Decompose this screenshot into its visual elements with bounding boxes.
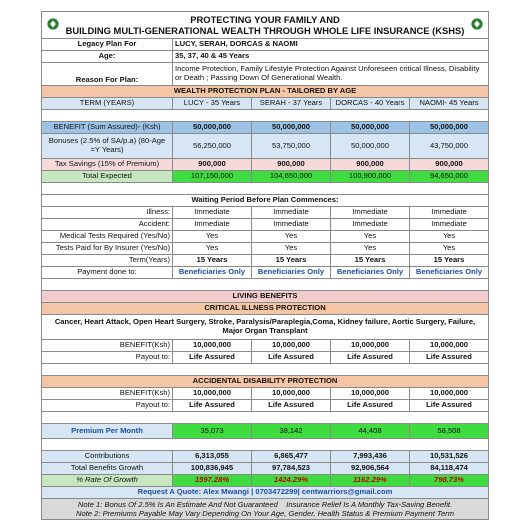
waiting-value: 15 Years bbox=[173, 255, 252, 267]
critical-benefit-value: 10,000,000 bbox=[410, 340, 489, 352]
benefit-value: 50,000,000 bbox=[173, 122, 252, 134]
tax-value: 900,000 bbox=[331, 159, 410, 171]
bonus-value: 43,750,000 bbox=[410, 134, 489, 159]
accident-title-row bbox=[42, 376, 489, 388]
notes-row bbox=[42, 499, 489, 520]
reason-row bbox=[42, 63, 489, 86]
waiting-value: Immediate bbox=[331, 207, 410, 219]
payment-value: Beneficiaries Only bbox=[410, 267, 489, 279]
waiting-value: Yes bbox=[173, 243, 252, 255]
accident-payout-value: Life Assured bbox=[252, 400, 331, 412]
critical-benefit-row bbox=[42, 340, 489, 352]
waiting-value: Immediate bbox=[173, 207, 252, 219]
spacer bbox=[42, 279, 489, 291]
waiting-title-row bbox=[42, 195, 489, 207]
premium-label: Premium Per Month bbox=[42, 424, 173, 439]
living-title-row bbox=[42, 291, 489, 303]
plan-table bbox=[41, 11, 489, 520]
accident-benefit-value: 10,000,000 bbox=[331, 388, 410, 400]
spacer bbox=[42, 364, 489, 376]
waiting-value: 15 Years bbox=[331, 255, 410, 267]
total-growth-value: 100,836,945 bbox=[173, 463, 252, 475]
column-dorcas: DORCAS - 40 Years bbox=[331, 98, 410, 110]
contributions-row bbox=[42, 451, 489, 463]
total-expected-value: 107,150,000 bbox=[173, 171, 252, 183]
critical-payout-value: Life Assured bbox=[252, 352, 331, 364]
term-row bbox=[42, 98, 489, 110]
notes-cell bbox=[42, 499, 489, 520]
total-growth-value: 92,906,564 bbox=[331, 463, 410, 475]
premium-value: 58,508 bbox=[410, 424, 489, 439]
spacer bbox=[42, 183, 489, 195]
waiting-value: Immediate bbox=[410, 207, 489, 219]
bonus-label: Bonuses (2.5% of SA/p.a) (80-Age =Y Years) bbox=[42, 134, 173, 159]
reason-value: Income Protection, Family Lifestyle Protection Against Unforeseen critical Illness, Disability or Death ; Passing Down Of Generational Wealth. bbox=[173, 63, 489, 86]
waiting-value: Immediate bbox=[410, 219, 489, 231]
waiting-label: Tests Paid for By Insurer (Yes/No) bbox=[42, 243, 173, 255]
wealth-title: WEALTH PROTECTION PLAN - TAILORED BY AGE bbox=[42, 86, 489, 98]
waiting-value: Immediate bbox=[252, 207, 331, 219]
tax-label: Tax Savings (15% of Premium) bbox=[42, 159, 173, 171]
contributions-value: 7,993,436 bbox=[331, 451, 410, 463]
total-expected-value: 100,900,000 bbox=[331, 171, 410, 183]
total-growth-label: Total Benefits Growth bbox=[42, 463, 173, 475]
tax-value: 900,000 bbox=[410, 159, 489, 171]
waiting-value: 15 Years bbox=[410, 255, 489, 267]
waiting-row bbox=[42, 255, 489, 267]
accident-payout-value: Life Assured bbox=[331, 400, 410, 412]
waiting-value: Yes bbox=[252, 231, 331, 243]
spacer bbox=[42, 110, 489, 122]
payment-value: Beneficiaries Only bbox=[331, 267, 410, 279]
payment-value: Beneficiaries Only bbox=[252, 267, 331, 279]
waiting-row bbox=[42, 243, 489, 255]
growth-rate-value: 1597.28% bbox=[173, 475, 252, 487]
waiting-label: Illness: bbox=[42, 207, 173, 219]
spacer bbox=[42, 412, 489, 424]
premium-value: 44,408 bbox=[331, 424, 410, 439]
bonus-value: 53,750,000 bbox=[252, 134, 331, 159]
header-row bbox=[42, 12, 489, 39]
contributions-value: 10,531,526 bbox=[410, 451, 489, 463]
reason-label: Reason For Plan: bbox=[42, 63, 173, 86]
benefit-value: 50,000,000 bbox=[252, 122, 331, 134]
growth-rate-label: % Rate Of Growth bbox=[42, 475, 173, 487]
accident-benefit-value: 10,000,000 bbox=[173, 388, 252, 400]
waiting-value: Yes bbox=[410, 243, 489, 255]
payment-row bbox=[42, 267, 489, 279]
critical-payout-value: Life Assured bbox=[410, 352, 489, 364]
tax-value: 900,000 bbox=[173, 159, 252, 171]
note-1: Note 1: Bonus Of 2.5% Is An Estimate And Not Guaranteed Insurance Relief Is A Monthly Tax-Saving Benefit. bbox=[77, 499, 453, 509]
growth-rate-row bbox=[42, 475, 489, 487]
age-label: Age: bbox=[42, 51, 173, 63]
total-expected-label: Total Expected bbox=[42, 171, 173, 183]
accident-benefit-row bbox=[42, 388, 489, 400]
waiting-value: Immediate bbox=[331, 219, 410, 231]
premium-row bbox=[42, 424, 489, 439]
waiting-row bbox=[42, 231, 489, 243]
waiting-row bbox=[42, 219, 489, 231]
legacy-label: Legacy Plan For bbox=[42, 39, 173, 51]
illness-list-row bbox=[42, 315, 489, 340]
bonus-value: 50,000,000 bbox=[331, 134, 410, 159]
quote-row bbox=[42, 487, 489, 499]
accident-benefit-value: 10,000,000 bbox=[252, 388, 331, 400]
illness-list: Cancer, Heart Attack, Open Heart Surgery, Stroke, Paralysis/Paraplegia,Coma, Kidney failure, Aortic Surgery, Failure, Major Organ Transplant bbox=[42, 315, 489, 340]
waiting-value: Immediate bbox=[252, 219, 331, 231]
page-title bbox=[42, 12, 489, 39]
critical-payout-value: Life Assured bbox=[331, 352, 410, 364]
critical-benefit-value: 10,000,000 bbox=[173, 340, 252, 352]
premium-value: 38,142 bbox=[252, 424, 331, 439]
tax-value: 900,000 bbox=[252, 159, 331, 171]
waiting-label: Accident: bbox=[42, 219, 173, 231]
benefit-value: 50,000,000 bbox=[331, 122, 410, 134]
benefit-label: BENEFIT (Sum Assured)- (Ksh) bbox=[42, 122, 173, 134]
waiting-row bbox=[42, 207, 489, 219]
title-line-1: PROTECTING YOUR FAMILY AND bbox=[190, 13, 340, 25]
waiting-title: Waiting Period Before Plan Commences: bbox=[42, 195, 489, 207]
growth-rate-value: 1162.29% bbox=[331, 475, 410, 487]
critical-payout-value: Life Assured bbox=[173, 352, 252, 364]
tax-row bbox=[42, 159, 489, 171]
accident-payout-label: Payout to: bbox=[42, 400, 173, 412]
wealth-title-row bbox=[42, 86, 489, 98]
critical-title: CRITICAL ILLNESS PROTECTION bbox=[42, 303, 489, 315]
waiting-value: Yes bbox=[331, 243, 410, 255]
premium-value: 35,073 bbox=[173, 424, 252, 439]
title-line-2: BUILDING MULTI-GENERATIONAL WEALTH THROUGH WHOLE LIFE INSURANCE (KSHS) bbox=[65, 25, 465, 36]
accident-payout-row bbox=[42, 400, 489, 412]
column-lucy: LUCY - 35 Years bbox=[173, 98, 252, 110]
accident-benefit-label: BENEFIT(Ksh) bbox=[42, 388, 173, 400]
quote-contact: Request A Quote: Alex Mwangi | 0703472299| centwarriors@gmail.com bbox=[42, 487, 489, 499]
legacy-value: LUCY, SERAH, DORCAS & NAOMI bbox=[173, 39, 489, 51]
benefit-row bbox=[42, 122, 489, 134]
total-growth-row bbox=[42, 463, 489, 475]
waiting-value: Yes bbox=[252, 243, 331, 255]
age-row bbox=[42, 51, 489, 63]
critical-payout-label: Payout to: bbox=[42, 352, 173, 364]
legacy-row bbox=[42, 39, 489, 51]
total-growth-value: 84,118,474 bbox=[410, 463, 489, 475]
spacer bbox=[42, 439, 489, 451]
column-naomi: NAOMI- 45 Years bbox=[410, 98, 489, 110]
note-2: Note 2: Premiums Payable May Vary Depending On Your Age, Gender, Health Status & Premium Payment Term bbox=[75, 509, 455, 518]
term-label: TERM (YEARS) bbox=[42, 98, 173, 110]
critical-benefit-label: BENEFIT(Ksh) bbox=[42, 340, 173, 352]
company-logo-icon bbox=[470, 17, 484, 31]
company-logo-icon bbox=[46, 17, 60, 31]
waiting-value: Immediate bbox=[173, 219, 252, 231]
payment-value: Beneficiaries Only bbox=[173, 267, 252, 279]
waiting-value: 15 Years bbox=[252, 255, 331, 267]
living-title: LIVING BENEFITS bbox=[42, 291, 489, 303]
bonus-row bbox=[42, 134, 489, 159]
payment-label: Payment done to: bbox=[42, 267, 173, 279]
insurance-plan-sheet bbox=[41, 11, 488, 520]
contributions-value: 6,313,055 bbox=[173, 451, 252, 463]
contributions-value: 6,865,477 bbox=[252, 451, 331, 463]
critical-benefit-value: 10,000,000 bbox=[252, 340, 331, 352]
waiting-value: Yes bbox=[331, 231, 410, 243]
bonus-value: 56,250,000 bbox=[173, 134, 252, 159]
waiting-value: Yes bbox=[410, 231, 489, 243]
age-value: 35, 37, 40 & 45 Years bbox=[173, 51, 489, 63]
total-expected-row bbox=[42, 171, 489, 183]
critical-benefit-value: 10,000,000 bbox=[331, 340, 410, 352]
growth-rate-value: 1424.29% bbox=[252, 475, 331, 487]
total-expected-value: 104,650,000 bbox=[252, 171, 331, 183]
growth-rate-value: 798.73% bbox=[410, 475, 489, 487]
critical-payout-row bbox=[42, 352, 489, 364]
waiting-label: Medical Tests Required (Yes/No) bbox=[42, 231, 173, 243]
accident-payout-value: Life Assured bbox=[173, 400, 252, 412]
benefit-value: 50,000,000 bbox=[410, 122, 489, 134]
accident-benefit-value: 10,000,000 bbox=[410, 388, 489, 400]
column-serah: SERAH - 37 Years bbox=[252, 98, 331, 110]
total-expected-value: 94,650,000 bbox=[410, 171, 489, 183]
total-growth-value: 97,784,523 bbox=[252, 463, 331, 475]
contributions-label: Contributions bbox=[42, 451, 173, 463]
critical-title-row bbox=[42, 303, 489, 315]
accident-payout-value: Life Assured bbox=[410, 400, 489, 412]
accident-title: ACCIDENTAL DISABILITY PROTECTION bbox=[42, 376, 489, 388]
waiting-value: Yes bbox=[173, 231, 252, 243]
waiting-label: Term(Years) bbox=[42, 255, 173, 267]
